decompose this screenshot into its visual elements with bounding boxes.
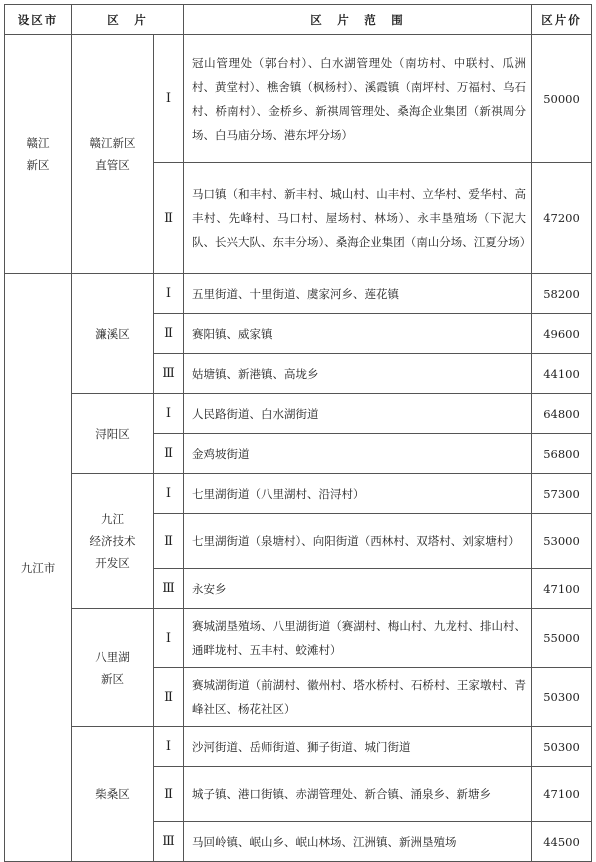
zone-grade-cell: Ⅲ <box>154 569 184 609</box>
zone-price-cell: 47100 <box>532 569 592 609</box>
zone-grade-cell: Ⅲ <box>154 354 184 394</box>
zone-grade-cell: Ⅱ <box>154 434 184 474</box>
zone-price-cell: 44500 <box>532 822 592 862</box>
zone-scope-cell: 赛阳镇、威家镇 <box>184 314 532 354</box>
zone-price-cell: 44100 <box>532 354 592 394</box>
header-price: 区片价 <box>532 5 592 35</box>
district-cell: 柴桑区 <box>72 727 154 862</box>
zone-price-cell: 55000 <box>532 609 592 668</box>
table-row <box>5 274 592 314</box>
district-cell: 八里湖 新区 <box>72 609 154 727</box>
zone-scope-cell: 沙河街道、岳师街道、狮子街道、城门街道 <box>184 727 532 767</box>
zone-grade-cell: Ⅰ <box>154 727 184 767</box>
city-cell: 赣江 新区 <box>5 35 72 274</box>
header-row <box>5 5 592 35</box>
zone-price-cell: 56800 <box>532 434 592 474</box>
district-cell: 浔阳区 <box>72 394 154 474</box>
zone-grade-cell: Ⅱ <box>154 163 184 274</box>
zone-scope-cell: 冠山管理处（郭台村）、白水湖管理处（南坊村、中联村、瓜洲村、黄堂村）、樵舍镇（枫杨村）、溪霞镇（南坪村、万福村、乌石村、桥南村）、金桥乡、新祺周管理处、桑海企业集团（新祺周分场、白马庙分场、港东坪分场） <box>184 35 532 163</box>
table-body <box>5 35 592 862</box>
zone-scope-cell: 赛城湖街道（前湖村、徽州村、塔水桥村、石桥村、王家墩村、青峰社区、杨花社区） <box>184 668 532 727</box>
table-row <box>5 394 592 434</box>
zone-grade-cell: Ⅰ <box>154 474 184 514</box>
zone-price-cell: 50000 <box>532 35 592 163</box>
zone-grade-cell: Ⅱ <box>154 767 184 822</box>
zone-price-cell: 57300 <box>532 474 592 514</box>
table-row <box>5 727 592 767</box>
zone-grade-cell: Ⅱ <box>154 514 184 569</box>
district-cell: 濂溪区 <box>72 274 154 394</box>
zone-price-cell: 53000 <box>532 514 592 569</box>
zone-grade-cell: Ⅲ <box>154 822 184 862</box>
zone-scope-cell: 赛城湖垦殖场、八里湖街道（赛湖村、梅山村、九龙村、排山村、通畔垅村、五丰村、蛟滩村） <box>184 609 532 668</box>
zone-scope-cell: 马回岭镇、岷山乡、岷山林场、江洲镇、新洲垦殖场 <box>184 822 532 862</box>
zone-grade-cell: Ⅱ <box>154 314 184 354</box>
zone-price-cell: 50300 <box>532 668 592 727</box>
zone-grade-cell: Ⅰ <box>154 274 184 314</box>
zone-grade-cell: Ⅰ <box>154 35 184 163</box>
zone-scope-cell: 姑塘镇、新港镇、高垅乡 <box>184 354 532 394</box>
header-district: 区 片 <box>72 5 184 35</box>
land-price-table <box>4 4 592 862</box>
land-price-table-container <box>4 4 591 862</box>
zone-price-cell: 49600 <box>532 314 592 354</box>
district-cell: 九江 经济技术 开发区 <box>72 474 154 609</box>
zone-price-cell: 47100 <box>532 767 592 822</box>
zone-price-cell: 58200 <box>532 274 592 314</box>
zone-scope-cell: 马口镇（和丰村、新丰村、城山村、山丰村、立华村、爱华村、高丰村、先峰村、马口村、屋场村、林场）、永丰垦殖场（下泥大队、长兴大队、东丰分场）、桑海企业集团（南山分场、江夏分场） <box>184 163 532 274</box>
city-cell: 九江市 <box>5 274 72 862</box>
table-row <box>5 474 592 514</box>
district-cell: 赣江新区 直管区 <box>72 35 154 274</box>
header-scope: 区 片 范 围 <box>184 5 532 35</box>
header-city: 设区市 <box>5 5 72 35</box>
zone-scope-cell: 人民路街道、白水湖街道 <box>184 394 532 434</box>
zone-grade-cell: Ⅱ <box>154 668 184 727</box>
zone-scope-cell: 五里街道、十里街道、虞家河乡、莲花镇 <box>184 274 532 314</box>
zone-scope-cell: 金鸡坡街道 <box>184 434 532 474</box>
table-row <box>5 35 592 163</box>
zone-price-cell: 50300 <box>532 727 592 767</box>
zone-scope-cell: 七里湖街道（八里湖村、沿浔村） <box>184 474 532 514</box>
zone-grade-cell: Ⅰ <box>154 394 184 434</box>
zone-price-cell: 47200 <box>532 163 592 274</box>
zone-scope-cell: 七里湖街道（泉塘村）、向阳街道（西林村、双塔村、刘家塘村） <box>184 514 532 569</box>
zone-scope-cell: 永安乡 <box>184 569 532 609</box>
table-row <box>5 609 592 668</box>
zone-price-cell: 64800 <box>532 394 592 434</box>
zone-scope-cell: 城子镇、港口街镇、赤湖管理处、新合镇、涌泉乡、新塘乡 <box>184 767 532 822</box>
zone-grade-cell: Ⅰ <box>154 609 184 668</box>
